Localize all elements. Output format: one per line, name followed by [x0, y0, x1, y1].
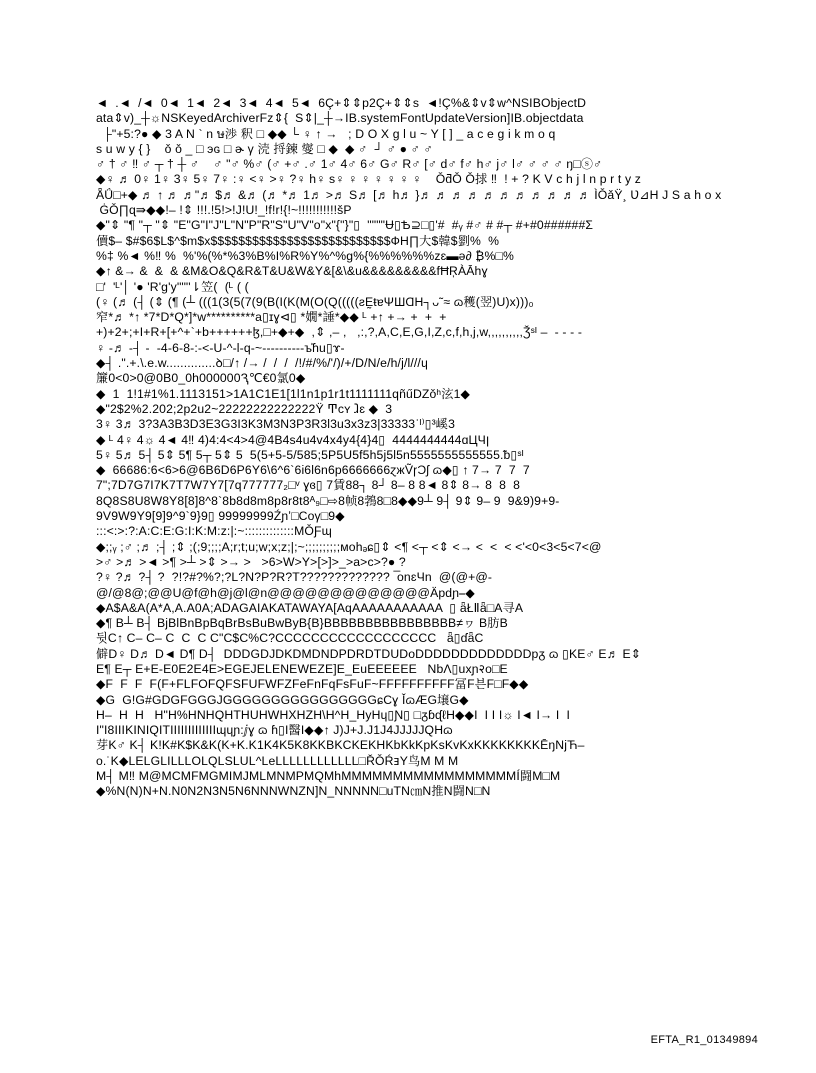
- text-line: (♀ (♬ (┤ (⇕ (¶ (┴ (((1(3(5(7(9(B(I(K(M(O(Q(((((ƨḚŧɐΨШⱭΗ┐ᴗ˜≈ ɷ穫(翌)U)x)))₀: [96, 294, 534, 309]
- text-line: 儥$– $#$6$L$^$m$x$$$$$$$$$$$$$$$$$$$$$$$$$$ФΗ∏大$韓$劉% %: [96, 233, 500, 248]
- text-line: ◆;;ᵧ ;♂ ;♬ ;┤ ;⇕ ;(;9;;;;A;r;t;u;w;x;z;|;~;;;;;;;;;;мohₔɕ▯⇕ <¶ <┬ <⇕ <→ < < < <'<0<3<5<7<@: [96, 539, 602, 554]
- text-line: 芽K♂ K┤ K!K#K$K&K(K+K.K1K4K5K8KKBKCKEKHKbKkKpKsKvKxKKKKKKKKĒŋNjЋ–: [96, 738, 585, 753]
- text-line: ĠǑ∏ɋ⇛◆◆!– !⇕ !!!.!5!>!J!U!_!f!r!{!~!!!!!!!!!!!šP: [96, 203, 352, 218]
- text-line: ◆F F F F(F+FLFOFQFSFUFWFZFeFnFqFsFuF~FFFFFFFFFF冨F븐F□F◆◆: [96, 677, 529, 692]
- text-line: ?♀ ?♬ ?┤ ? ?!?#?%?;?L?N?P?R?T????????????? ̅onɛЧn @(@+@-: [96, 570, 493, 585]
- text-line: ◆"2$2%2.202;2p2u2~22222222222222Ÿ Ͳcʏ ⱹɛ ◆ 3: [96, 401, 393, 416]
- text-line: H– H H H"H%HNHQHTHUHWHXHZH\H^H_HyHɥ▯Ɲ▯ □ᵹɓᶑℓH◆◆I I I I☼ I◄ I→ I I: [96, 707, 571, 722]
- text-line: 8Q8S8U8W8Y8[8]8^8`8b8d8m8p8r8t8ᴬ₉□⇨8帧8鵓8□8◆◆9┴ 9┤ 9⇕ 9– 9 9&9)9+9-: [96, 493, 560, 508]
- text-line: ◆"⇕ "¶ "┬ "⇕ "E"G"I"J"L"N"P"R"S"U"V"o"x"{"}"▯ """"Ʉ▯Ѣ⊇□▯'# #ᵧ #♂ # #┬ #+#0######Σ: [96, 218, 594, 233]
- document-page: [96, 96, 796, 800]
- text-line: □' 'ᴸ'│ '● 'R'g'y'""'⇂笠( (ᴸ ( (: [96, 279, 249, 294]
- text-line: 뒷C↑ C– C– C C C C"C$C%C?CCCCCCCCCCCCCCCCCC ǟ▯ɗǟC: [96, 631, 484, 646]
- text-line: ◆%N(N)N+N.N0N2N3N5N6NNNWNZN]N_NNNNN□uTN㎝N推N闘N□N: [96, 784, 491, 799]
- text-line: 9V9W9Y9[9]9^9`9}9▯ 99999999Źɲʼ□Coγ□9◆: [96, 509, 345, 524]
- text-line: ◆┤ .".+.\.e.w..............ꝺ□/↑ /→ / / / /!/#/%/'/)/+/D/N/e/h/j/l///ɥ: [96, 356, 428, 371]
- text-line: ◆♀ ♬ 0♀ 1♀ 3♀ 5♀ 7♀ :♀ <♀ >♀ ?♀ h♀ s♀ ♀ ♀ ♀ ♀ ♀ ♀ ǑƌǑ Ǒ捄 ‼ ! + ? K V c h j l n p r t y z: [96, 172, 642, 187]
- text-line: ◆ 1 1!1#1%1.1113151>1A1C1E1[1l1n1p1r1t1111111qñűDZǒʰ泫1◆: [96, 386, 471, 401]
- text-line: %‡ %◄ %‼ % %'%(%*%3%B%I%R%Y%^%g%{%%%%%%zɛ▬ǝ∂ ₿%□%: [96, 248, 514, 263]
- text-line: ◆↑ &→ & & & &M&O&Q&R&T&U&W&Y&[&\&u&&&&&&&&&fĦŖÀĀhɣ: [96, 264, 488, 279]
- text-line: I"I8IIIKINIQITIIIIIIIIIIIIIɰɥɲ:ⅉɣ ɷ ɦ▯I醫I◆◆↑ J)J+J.J1J4JJJJJQHɷ: [96, 723, 453, 738]
- text-line: M┤ M‼ M@MCMFMGMIMJMLMNMPMQMhMMMMMMMMMMMMMMMMMÍ闘M□M: [96, 769, 561, 784]
- text-line: :::<:>:?:A:C:E:G:I:K:M:z:|:~::::::::::::::MǑƑɰ: [96, 524, 332, 539]
- text-line: ◄ .◄ /◄ 0◄ 1◄ 2◄ 3◄ 4◄ 5◄ 6Ç+⇕⇕p2Ç+⇕⇕s ◄!Ç%&⇕v⇕w^NSIBObjectD: [96, 96, 587, 110]
- text-line: +)+2+;+I+R+[+^+`+b++++++ɮ,□+◆+◆ ,⇕ ,– , ,:,?,A,C,E,G,I,Z,c,f,h,j,w,,,,,,,,,,Ǯˢᴵ – - - - -: [96, 325, 583, 340]
- text-line: ◆ ᴸ 4♀ 4☼ 4◄ 4‼ 4)4:4<4>4@4B4s4u4v4x4y4{4}4▯ 4444444444ɑЦЧן: [96, 432, 490, 447]
- text-line: @/@8@;@@U@f@h@j@l@n@@@@@@@@@@@@@Äpdɲ⎯◆: [96, 585, 475, 600]
- text-line: ◆G G!G#GDGFGGGJGGGGGGGGGGGGGGGGɕϹɣ ǏɷÆG壌G◆: [96, 692, 469, 707]
- text-line: ata⇕v)_┼☼NSKeyedArchiverFz⇕{ S⇕|_┼→IB.systemFontUpdateVersion]IB.objectdata: [96, 111, 584, 126]
- text-line: ├"+5:?● ◆ 3 A N ` n ษ渉 釈 □ ◆◆ └ ♀ ↑ → ; D O X g l u ~ Y [ ] _ a c e g i k m o q: [96, 126, 556, 141]
- text-line: ◆¶ B┴ B┤ BjBlBnBpBqBrBsBuBwByB{B}BBBBBBBBBBBBBBBB≠ヮ B肪B: [96, 616, 508, 631]
- document-id-footer: EFTA_R1_01349894: [650, 1034, 758, 1046]
- text-line: ♂ † ♂ ‼ ♂ ┬ † ┼ ♂ ♂ "♂ %♂ (♂ +♂ .♂ 1♂ 4♂ 6♂ G♂ R♂ [♂ d♂ f♂ h♂ j♂ l♂ ♂ ♂ ♂ ŋ□ⓢ♂: [96, 157, 603, 172]
- text-line: 簾0<0>0@0B0_0h000000Ԇ℃€0氯0◆: [96, 371, 306, 386]
- text-line: ♀ -♬ -┤ - -4-6-8-:-<-U-^-l-q-~----------ъ͐ɦu▯ɤ-: [96, 340, 345, 355]
- text-line: 7";7D7G7I7K7T7W7Y7[7q777777₂□ᵛ ɣɞ▯ 7賃88┐ 8┘ 8– 8 8◄ 8⇕ 8→ 8 8 8: [96, 478, 521, 493]
- text-line: 5♀ 5♬ 5┤ 5⇕ 5¶ 5┬ 5⇕ 5 5(5+5-5/585;5P5U5f5h5j5l5n5555555555555.ᵬ▯ˢᴵ: [96, 447, 524, 462]
- text-line: >♂ >♬ >◄ >¶ >┴ >⇕ >→ > >6>W>Y>[>]>_>a>c>?● ?: [96, 554, 406, 569]
- text-line: s u w y { } ǒ ǒ _ □ эɢ □ ɚ γ 涜 捋鍊 燮 □ ◆ ◆ ♂ ┘ ♂ ● ♂ ♂: [96, 141, 433, 156]
- text-line: 僻D♀ D♬ D◄ D¶ D┤ DDDGDJDKDMDNDPDRDTDUDoDDDDDDDDDDDDDpᵹ ɷ ▯KE♂ E♬ E⇕: [96, 646, 642, 661]
- text-line: ◆ 66686:6<6>6@6B6D6P6Y6\6^6`6i6l6n6p6666666ɀжṼɼϽʃ ɷ◆▯ ↑ 7→ 7 7 7: [96, 463, 530, 478]
- text-line: 3♀ 3♬ 3?3A3B3D3E3G3I3K3M3N3P3R3l3u3x3z3|33333ʾᴵ⁾▯³嵠3: [96, 417, 456, 432]
- text-line: E¶ E┬ E+E-E0E2E4E>EGEJELENEWEZE]E_EuEEEEEE NbɅ▯uxɲ२o□E: [96, 661, 508, 676]
- text-line: ◆A$A&A(A*A,A.A0A;ADAGAIAKATAWAYA[AqAAAAAAAAAAA ▯ ǟŁⅡǟ□A寻A: [96, 600, 524, 615]
- text-line: ǞǗ□+◆ ♬ ↑ ♬ ♬"♬ $♬ &♬ (♬ *♬ 1♬ >♬ S♬ [♬ h♬ }♬ ♬ ♬ ♬ ♬ ♬ ♬ ♬ ♬ ♬ ♬ ÌǑǎŸ¸ Ʋ⊿H J S a h o x: [96, 187, 722, 202]
- text-line: o.˙K◆LELGLILLLOLQLSLUL^LeLLLLLLLLLLLL□ŘǑŔⱻY鸟M M M: [96, 753, 459, 768]
- text-line: 窄*♬ *↑ *7*D*Q*]*w**********a▯ɪɣ⊲▯ *嫺*諈*◆◆ ᴸ +↑ +→ + + +: [96, 310, 447, 325]
